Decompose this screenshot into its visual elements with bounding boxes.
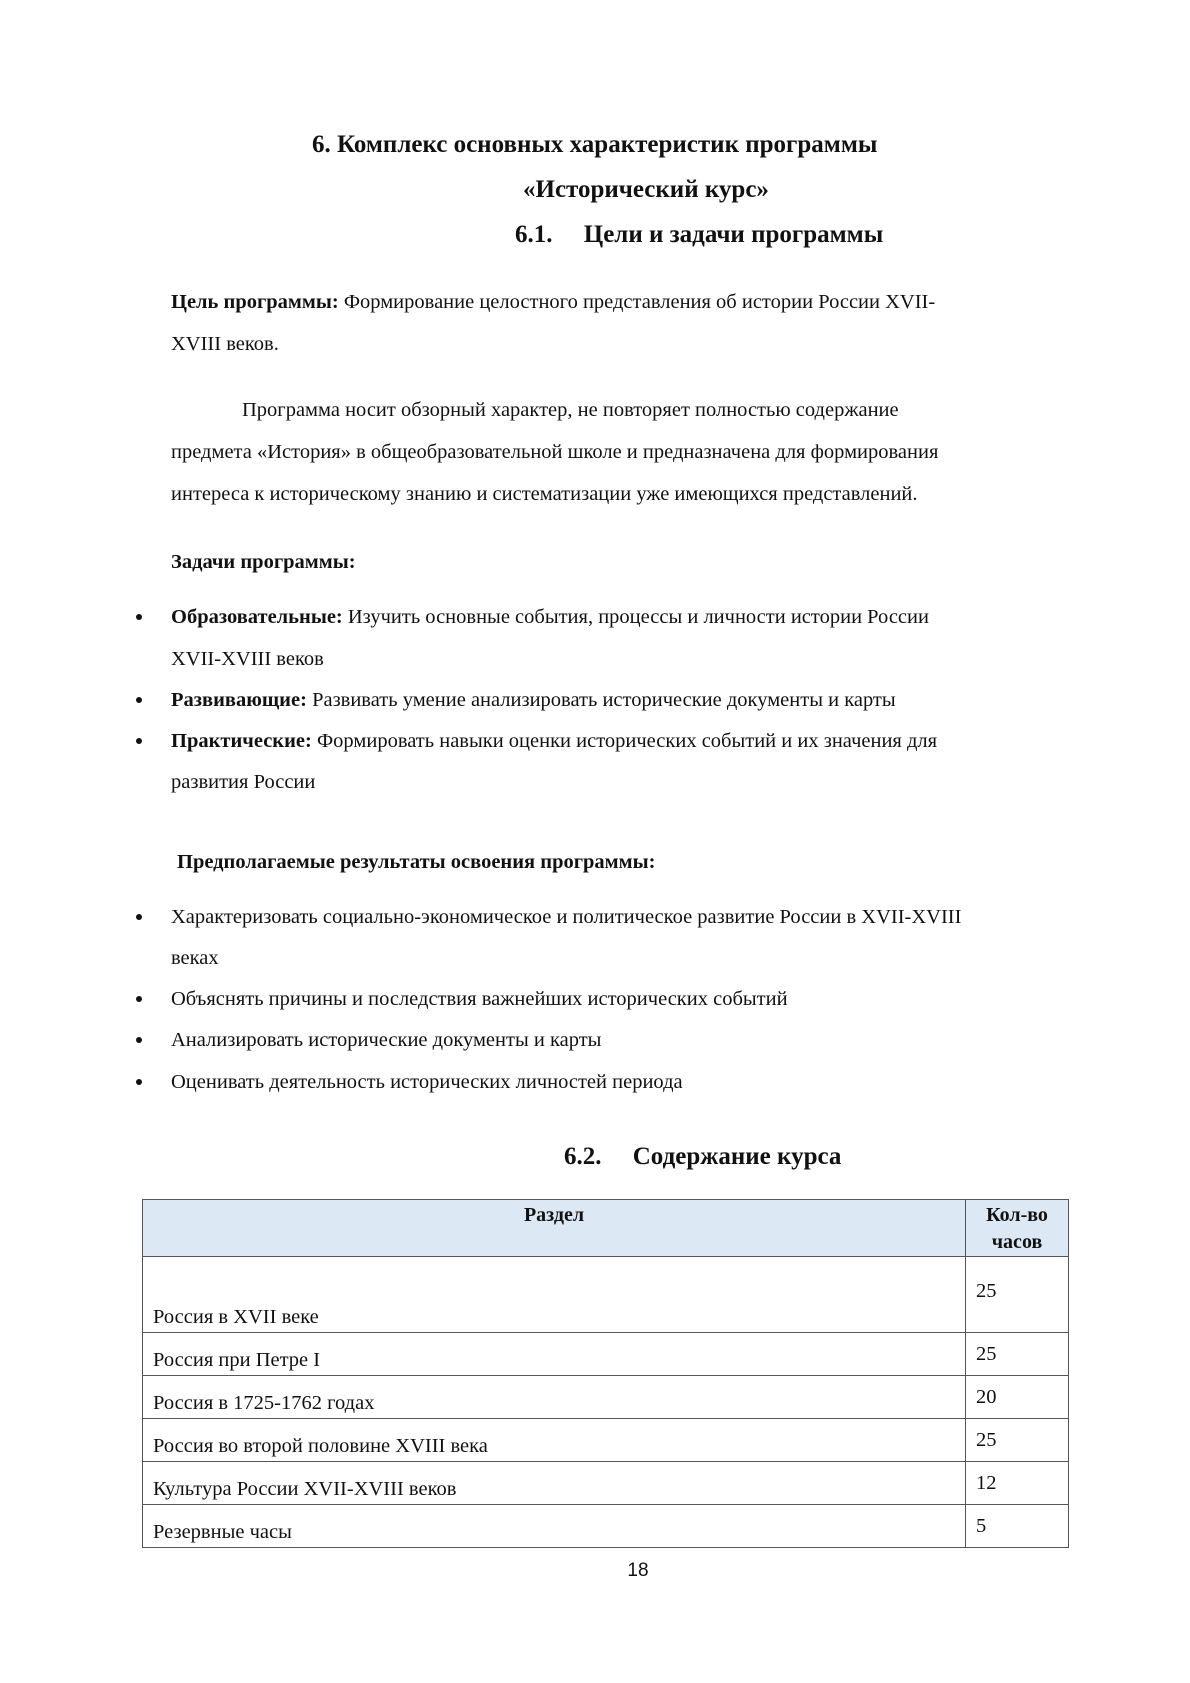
table-row xyxy=(143,1505,1069,1548)
bullet-icon xyxy=(136,738,142,744)
description-line1: Программа носит обзорный характер, не повторяет полностью содержание xyxy=(242,399,899,421)
tasks-title: Задачи программы: xyxy=(171,551,356,573)
task-label: Образовательные: xyxy=(171,606,343,628)
task-label: Развивающие: xyxy=(171,689,307,711)
section-6-heading-line1: 6. Комплекс основных характеристик программы xyxy=(312,131,878,158)
task-item-developmental xyxy=(171,687,896,713)
result-item: Оценивать деятельность исторических личностей периода xyxy=(171,1071,683,1093)
section-6-heading-line2: «Исторический курс» xyxy=(523,176,769,203)
goal-text-line1: Формирование целостного представления об истории России XVII- xyxy=(338,291,936,313)
description-line2: предмета «История» в общеобразовательной школе и предназначена для формирования xyxy=(171,441,939,463)
hours-cell: 25 xyxy=(966,1419,1069,1462)
bullet-icon xyxy=(136,697,142,703)
column-header-hours-line1: Кол-во xyxy=(986,1204,1048,1226)
column-header-section: Раздел xyxy=(143,1200,966,1257)
results-title: Предполагаемые результаты освоения программы: xyxy=(177,851,656,873)
task-item-educational xyxy=(171,604,929,630)
task-text-continued: развития России xyxy=(171,771,316,793)
task-text-continued: XVII-XVIII веков xyxy=(171,648,324,670)
table-row xyxy=(143,1376,1069,1419)
page-number: 18 xyxy=(627,1560,649,1581)
bullet-icon xyxy=(136,1079,142,1085)
description-line3: интереса к историческому знанию и систематизации уже имеющихся представлений. xyxy=(171,483,918,505)
course-content-table xyxy=(142,1199,1069,1548)
section-cell: Россия при Петре I xyxy=(143,1333,966,1376)
table-header-row xyxy=(143,1200,1069,1257)
goal-text-line2: XVIII веков. xyxy=(171,333,279,355)
section-6-1-heading: 6.1. Цели и задачи программы xyxy=(515,221,884,248)
task-text: Формировать навыки оценки исторических событий и их значения для xyxy=(311,730,938,752)
section-cell: Резервные часы xyxy=(143,1505,966,1548)
section-cell: Россия в XVII веке xyxy=(143,1257,966,1333)
goal-paragraph xyxy=(171,289,935,315)
result-item: Анализировать исторические документы и карты xyxy=(171,1029,602,1051)
result-item: Объяснять причины и последствия важнейших исторических событий xyxy=(171,988,788,1010)
section-cell: Культура России XVII-XVIII веков xyxy=(143,1462,966,1505)
hours-cell: 25 xyxy=(966,1333,1069,1376)
task-item-practical xyxy=(171,728,937,754)
task-text: Изучить основные события, процессы и личности истории России xyxy=(342,606,929,628)
section-cell: Россия в 1725-1762 годах xyxy=(143,1376,966,1419)
section-6-2-heading: 6.2. Содержание курса xyxy=(564,1143,842,1170)
table-row xyxy=(143,1333,1069,1376)
table-row xyxy=(143,1257,1069,1333)
hours-cell: 12 xyxy=(966,1462,1069,1505)
task-label: Практические: xyxy=(171,730,312,752)
section-cell: Россия во второй половине XVIII века xyxy=(143,1419,966,1462)
hours-cell: 20 xyxy=(966,1376,1069,1419)
result-item: Характеризовать социально-экономическое и политическое развитие России в XVII-XVIII xyxy=(171,906,962,928)
goal-label: Цель программы: xyxy=(171,291,339,313)
result-item-continued: веках xyxy=(171,947,219,969)
table-row xyxy=(143,1419,1069,1462)
table-row xyxy=(143,1462,1069,1505)
bullet-icon xyxy=(136,614,142,620)
hours-cell: 25 xyxy=(966,1257,1069,1333)
task-text: Развивать умение анализировать исторические документы и карты xyxy=(306,689,896,711)
column-header-hours xyxy=(966,1200,1069,1257)
hours-cell: 5 xyxy=(966,1505,1069,1548)
bullet-icon xyxy=(136,1037,142,1043)
column-header-hours-line2: часов xyxy=(991,1231,1043,1253)
bullet-icon xyxy=(136,914,142,920)
bullet-icon xyxy=(136,996,142,1002)
